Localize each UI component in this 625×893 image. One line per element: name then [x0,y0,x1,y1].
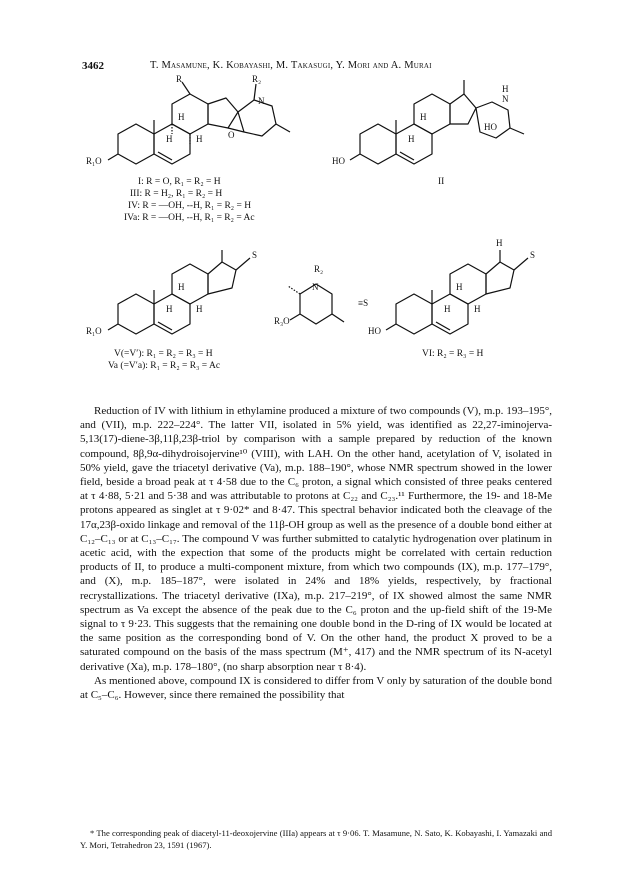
compound-label-ii: II [438,177,445,187]
running-head: T. Masamune, K. Kobayashi, M. Takasugi, Y. Mori and A. Murai [150,60,432,71]
structure-bottom-left [108,250,250,334]
label-r1o-bottom: R₁O [86,326,102,336]
label-h-bl-2: H [166,304,173,314]
compound-label-i: I: R = O, R₁ = R₂ = H [138,177,221,187]
label-s-left: S [252,250,258,260]
label-h2: H [166,134,173,144]
label-r2: R₂ [252,74,262,84]
footnote-text: * The corresponding peak of diacetyl-11-deoxojervine (IIIa) appears at τ 9·06. T. Masamune, N. Sato, K. Kobayashi, I. Yamazaki and Y. Mori, Tetrahedron 23, 1591 (1967). [80,828,552,850]
label-h3: H [196,134,203,144]
label-n: N [258,96,265,106]
label-h-bl-1: H [178,282,185,292]
label-s-right: S [530,250,536,260]
label-h1: H [178,112,185,122]
structure-figure [78,72,548,392]
label-h-bl-3: H [196,304,203,314]
label-ho-left: HO [332,156,345,166]
label-n-mid: N [312,282,319,292]
structure-top-left [108,82,290,164]
label-o: O [228,130,235,140]
structures-svg [78,72,548,392]
label-h-br-1: H [456,282,463,292]
label-h-right-2: H [408,134,415,144]
paragraph-2: As mentioned above, compound IX is considered to differ from V only by saturation of the double bond at C₅–C₆. However, since there remained the possibility that [80,674,552,702]
compound-label-iii: III: R = H₂, R₁ = R₂ = H [130,189,223,199]
label-r3o: R₃O [274,316,290,326]
label-h-n: H [502,84,509,94]
label-r1o: R₁O [86,156,102,166]
page-number: 3462 [82,60,104,72]
compound-label-iv: IV: R = —OH, --H, R₁ = R₂ = H [128,201,252,211]
compound-label-v: V(=V′): R₁ = R₂ = R₃ = H [114,349,213,359]
label-h-br-top: H [496,238,503,248]
label-equiv-s: ≡S [358,298,369,308]
compound-label-va: Va (=V′a): R₁ = R₂ = R₃ = Ac [108,361,221,371]
compound-label-vi: VI: R₂ = R₃ = H [422,349,484,359]
paragraph-1: Reduction of IV with lithium in ethylamine produced a mixture of two compounds (V), m.p. 193–195°, and (VII), m.p. 222–224°. The latter VII, isolated in 5% yield, was identified as 22,27-iminojerva-5,13(17)-diene-3β,11β,23β-triol by comparison with a sample prepared by reduction of the known compound, 8β,9α-dihydroisojervine¹⁰ (VIII), with LAH. On the other hand, acetylation of V, isolated in 50% yield, gave the triacetyl derivative (Va), m.p. 188–190°, whose NMR spectrum showed in the lower field, beside a broad peak at τ 4·58 due to the C₆ proton, a signal which consisted of three peaks centered at τ 4·88, 5·21 and 5·38 and was attributable to protons at C₂₂ and C₂₃.¹¹ Furthermore, the 19- and 18-Me protons appeared as singlet at τ 9·02* and 8·47. This spectral behavior indicated both the cleavage of the 17α,23β-oxido linkage and removal of the 11β-OH group as well as the presence of a double bond either at C₁₂–C₁₃ or at C₁₃–C₁₇. The compound V was further submitted to catalytic hydrogenation over platinum in acetic acid, with the expection that some of the products might be correlated with certain reduction products of II, to produce a multi-component mixture, from which two compounds (IX), m.p. 177–179°, and (X), m.p. 185–187°, were isolated in 24% and 18% yields, respectively, by fractional recrystallizations. The triacetyl derivative (IXa), m.p. 217–219°, of IX showed almost the same NMR spectrum as Va except the absence of the peak due to the C₆ proton and the up-field shift of the 19-Me signal to τ 9·23. This suggests that the remaining one double bond in the D-ring of IX would be located at the same position as the corresponding bond of V. On the other hand, the product X proved to be a saturated compound on the basis of the mass spectrum (M⁺, 417) and the NMR spectrum of its N-acetyl derivative (Xa), m.p. 178–180°, (no sharp absorption near τ 8·4). [80,405,552,673]
footnote [80,828,552,851]
label-h-br-2: H [444,304,451,314]
structure-bottom-right [386,250,528,334]
structure-top-right [350,80,524,164]
label-r: R [176,74,183,84]
label-r2-mid: R₂ [314,264,324,274]
body-text [80,404,552,702]
label-ho-br: HO [368,326,381,336]
label-h-right-1: H [420,112,427,122]
label-ho-right: HO [484,122,497,132]
compound-label-iva: IVa: R = —OH, --H, R₁ = R₂ = Ac [124,213,255,223]
label-n-right: N [502,94,509,104]
label-h-br-3: H [474,304,481,314]
